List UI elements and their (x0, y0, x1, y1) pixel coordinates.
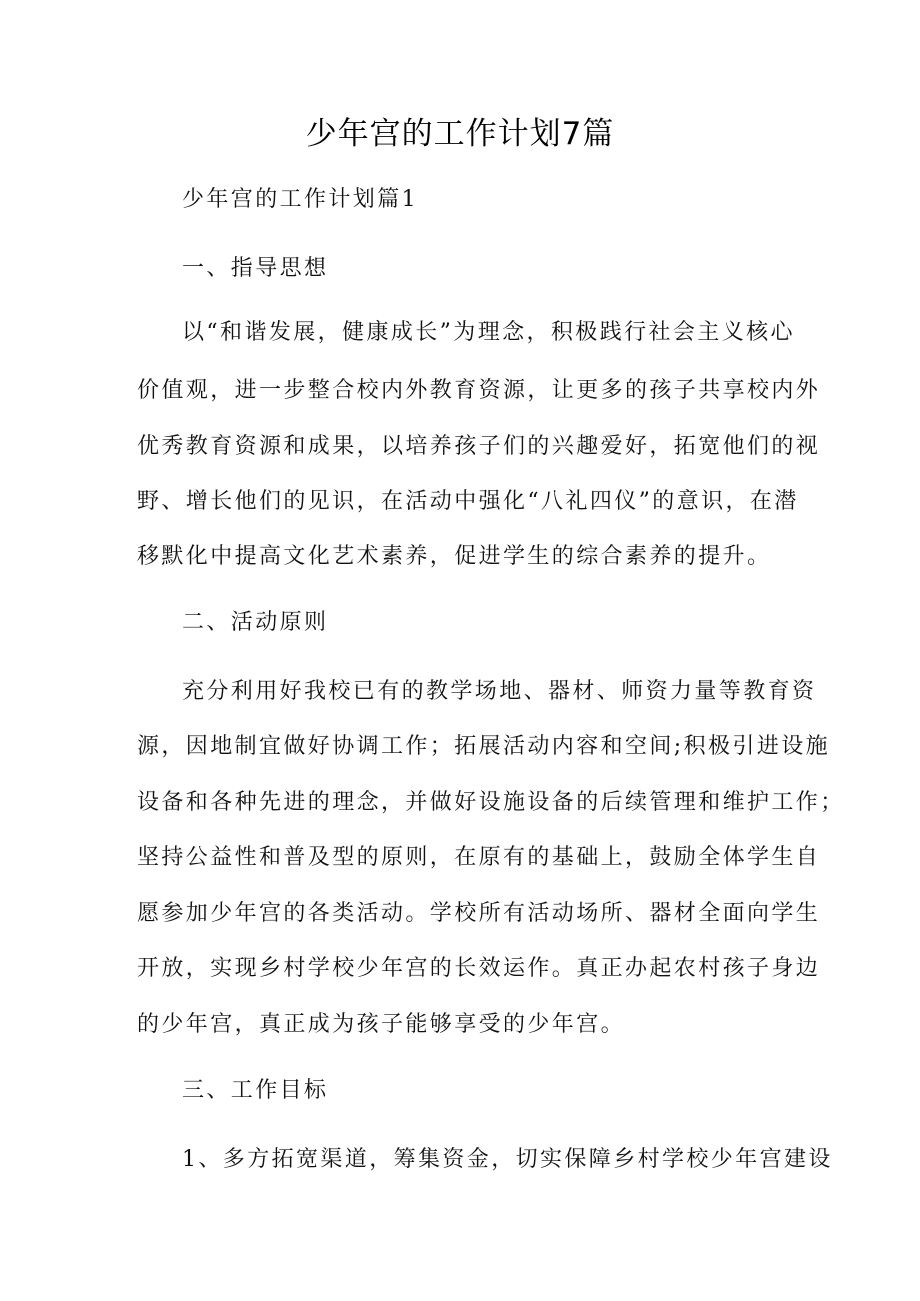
paragraph-line: 野、增长他们的见识，在活动中强化“八礼四仪”的意识，在潜 (137, 489, 799, 514)
section-heading-work-goals: 三、工作目标 (182, 1078, 329, 1103)
paragraph-line: 价值观，进一步整合校内外教育资源，让更多的孩子共享校内外 (137, 378, 821, 403)
paragraph-line: 源，因地制宜做好协调工作；拓展活动内容和空间;积极引进设施 (137, 734, 831, 759)
paragraph-line: 设备和各种先进的理念，并做好设施设备的后续管理和维护工作； (137, 790, 845, 815)
paragraph-line: 以“和谐发展，健康成长”为理念，积极践行社会主义核心 (182, 320, 795, 345)
paragraph-line: 充分利用好我校已有的教学场地、器材、师资力量等教育资 (182, 679, 817, 704)
paragraph-line: 优秀教育资源和成果，以培养孩子们的兴趣爱好，拓宽他们的视 (137, 434, 821, 459)
paragraph-line: 愿参加少年宫的各类活动。学校所有活动场所、器材全面向学生 (137, 901, 821, 926)
document-title: 少年宫的工作计划7篇 (305, 116, 615, 152)
paragraph-line: 坚持公益性和普及型的原则，在原有的基础上，鼓励全体学生自 (137, 845, 821, 870)
section-heading-activity-principles: 二、活动原则 (182, 610, 329, 635)
paragraph-line: 的少年宫，真正成为孩子能够享受的少年宫。 (137, 1012, 626, 1037)
paragraph-line: 移默化中提高文化艺术素养，促进学生的综合素养的提升。 (137, 544, 772, 569)
section-heading-guiding-ideology: 一、指导思想 (182, 256, 329, 281)
paragraph-line: 开放，实现乡村学校少年宫的长效运作。真正办起农村孩子身边 (137, 956, 821, 981)
subtitle: 少年宫的工作计划篇1 (182, 187, 418, 212)
paragraph-line: 1、多方拓宽渠道，筹集资金，切实保障乡村学校少年宫建设 (182, 1147, 833, 1172)
